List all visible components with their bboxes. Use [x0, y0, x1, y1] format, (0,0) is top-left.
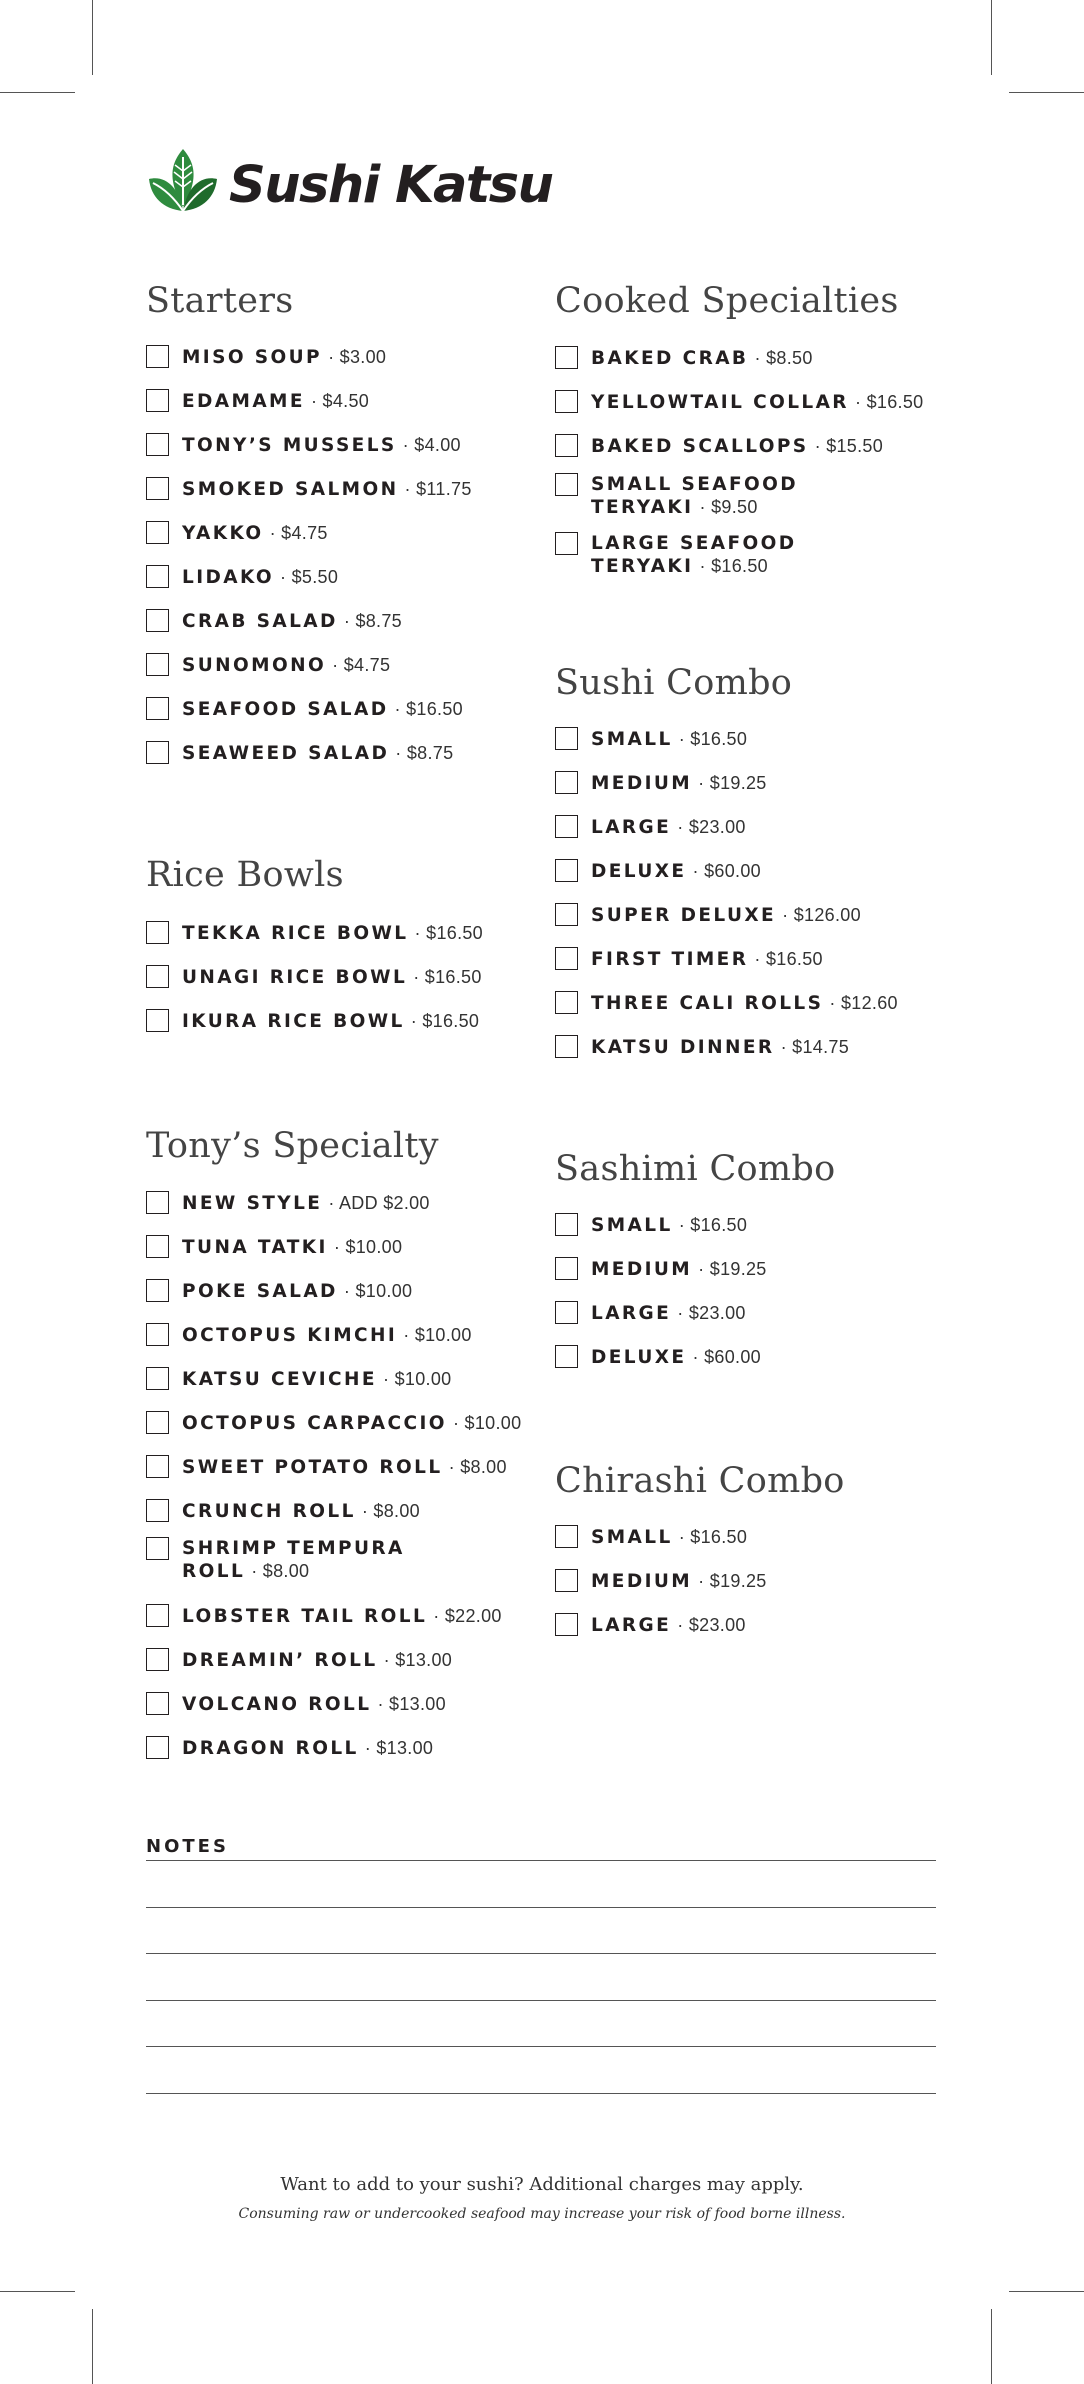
- section-rice-bowls: [146, 854, 526, 1044]
- checkbox[interactable]: [146, 653, 169, 676]
- checkbox[interactable]: [555, 346, 578, 369]
- item-name: SMALL: [591, 1215, 673, 1236]
- item-name: EDAMAME: [182, 391, 305, 412]
- item-price: · $4.75: [269, 523, 328, 543]
- item-name: OCTOPUS CARPACCIO: [182, 1413, 447, 1434]
- notes-area[interactable]: [146, 1836, 936, 1858]
- item-name: DELUXE: [591, 1347, 687, 1368]
- item-price: · $13.00: [383, 1650, 453, 1670]
- checkbox[interactable]: [555, 947, 578, 970]
- item-name-line2: ROLL: [182, 1561, 246, 1582]
- checkbox[interactable]: [146, 1648, 169, 1671]
- crop-mark: [0, 92, 75, 93]
- item-name: TONY’S MUSSELS: [182, 435, 397, 456]
- item-name: SMALL SEAFOOD: [591, 474, 798, 495]
- item-name: YELLOWTAIL COLLAR: [591, 392, 849, 413]
- item-price: · $19.25: [698, 1259, 767, 1279]
- checkbox[interactable]: [555, 1213, 578, 1236]
- item-price: · $10.00: [333, 1237, 403, 1257]
- checkbox[interactable]: [146, 921, 169, 944]
- section-sashimi-combo: [555, 1148, 955, 1368]
- checkbox[interactable]: [146, 1235, 169, 1258]
- checkbox[interactable]: [555, 1525, 578, 1548]
- checkbox[interactable]: [555, 903, 578, 926]
- section-title: Sashimi Combo: [555, 1149, 836, 1189]
- item-price: · $19.25: [698, 773, 767, 793]
- item-name: YAKKO: [182, 523, 264, 544]
- checkbox[interactable]: [146, 609, 169, 632]
- item-name: TUNA TATKI: [182, 1237, 328, 1258]
- note-line[interactable]: [146, 2000, 936, 2001]
- checkbox[interactable]: [146, 477, 169, 500]
- checkbox[interactable]: [555, 1569, 578, 1592]
- item-name: LARGE: [591, 1615, 672, 1636]
- checkbox[interactable]: [146, 697, 169, 720]
- item-price: · $9.50: [699, 497, 758, 517]
- item-price: · $16.50: [855, 392, 924, 412]
- item-price: · $3.00: [328, 347, 387, 367]
- checkbox[interactable]: [146, 565, 169, 588]
- item-price: · $5.50: [280, 567, 339, 587]
- section-cooked-specialties: [555, 280, 955, 590]
- item-name: LARGE SEAFOOD: [591, 533, 797, 554]
- item-price: · $23.00: [677, 1303, 746, 1323]
- checkbox[interactable]: [555, 1257, 578, 1280]
- item-price: · $8.00: [361, 1501, 420, 1521]
- checkbox[interactable]: [146, 1009, 169, 1032]
- item-price: · $16.50: [394, 699, 463, 719]
- item-price: · $22.00: [433, 1606, 502, 1626]
- checkbox[interactable]: [555, 390, 578, 413]
- item-name: LARGE: [591, 1303, 672, 1324]
- item-name: SMOKED SALMON: [182, 479, 399, 500]
- item-price: · $8.75: [343, 611, 402, 631]
- checkbox[interactable]: [146, 1191, 169, 1214]
- item-price: · $16.50: [414, 923, 483, 943]
- brand-logo: [143, 145, 552, 225]
- item-price: · $10.00: [403, 1325, 472, 1345]
- checkbox[interactable]: [555, 1035, 578, 1058]
- item-name: CRAB SALAD: [182, 611, 338, 632]
- checkbox[interactable]: [146, 389, 169, 412]
- item-name: LIDAKO: [182, 567, 274, 588]
- item-name: POKE SALAD: [182, 1281, 338, 1302]
- checkbox[interactable]: [555, 1345, 578, 1368]
- item-name: KATSU DINNER: [591, 1037, 775, 1058]
- section-title: Starters: [146, 281, 294, 321]
- section-title: Tony’s Specialty: [146, 1126, 439, 1166]
- food-safety-disclaimer: Consuming raw or undercooked seafood may increase your risk of food borne illness.: [238, 2206, 846, 2222]
- checkbox[interactable]: [555, 1301, 578, 1324]
- section-sushi-combo: [555, 662, 955, 1062]
- item-name: MISO SOUP: [182, 347, 323, 368]
- crop-mark: [1009, 92, 1084, 93]
- item-name: SMALL: [591, 729, 673, 750]
- item-name: FIRST TIMER: [591, 949, 749, 970]
- checkbox[interactable]: [146, 965, 169, 988]
- checkbox[interactable]: [146, 1367, 169, 1390]
- checkbox[interactable]: [146, 1279, 169, 1302]
- brand-name: Sushi Katsu: [229, 155, 553, 215]
- footer-note: Want to add to your sushi? Additional charges may apply.: [280, 2174, 804, 2195]
- checkbox[interactable]: [146, 1692, 169, 1715]
- section-tonys-specialty: [146, 1125, 536, 1765]
- item-price: · $60.00: [692, 861, 761, 881]
- checkbox[interactable]: [555, 859, 578, 882]
- item-name-line2: TERYAKI: [591, 497, 694, 518]
- item-name: SUPER DELUXE: [591, 905, 777, 926]
- checkbox[interactable]: [146, 1411, 169, 1434]
- item-name: MEDIUM: [591, 1259, 693, 1280]
- item-price: · $4.75: [332, 655, 391, 675]
- checkbox[interactable]: [555, 815, 578, 838]
- item-price: · $16.50: [678, 729, 748, 749]
- item-price: · $19.25: [698, 1571, 767, 1591]
- item-price: · $16.50: [678, 1215, 748, 1235]
- item-price: · $16.50: [678, 1527, 748, 1547]
- section-title: Rice Bowls: [146, 855, 344, 895]
- checkbox[interactable]: [555, 1613, 578, 1636]
- checkbox[interactable]: [146, 1604, 169, 1627]
- checkbox[interactable]: [146, 1455, 169, 1478]
- item-price: · $126.00: [782, 905, 861, 925]
- item-price: · $16.50: [754, 949, 823, 969]
- item-price: · $16.50: [410, 1011, 480, 1031]
- item-price: · $8.50: [754, 348, 813, 368]
- item-name: SEAFOOD SALAD: [182, 699, 389, 720]
- checkbox[interactable]: [555, 727, 578, 750]
- item-price: · $10.00: [452, 1413, 522, 1433]
- crop-mark: [92, 0, 93, 75]
- checkbox[interactable]: [146, 1736, 169, 1759]
- checkbox[interactable]: [555, 473, 578, 496]
- crop-mark: [92, 2309, 93, 2384]
- checkbox[interactable]: [146, 433, 169, 456]
- leaf-icon: [143, 145, 223, 225]
- note-line[interactable]: [146, 1860, 936, 1861]
- item-name: SHRIMP TEMPURA: [182, 1538, 405, 1559]
- note-line[interactable]: [146, 1907, 936, 1908]
- item-price: · $8.00: [251, 1561, 310, 1581]
- item-name: SUNOMONO: [182, 655, 327, 676]
- checkbox[interactable]: [555, 434, 578, 457]
- item-price: · $10.00: [343, 1281, 413, 1301]
- item-name: LARGE: [591, 817, 672, 838]
- crop-mark: [991, 0, 992, 75]
- item-name: IKURA RICE BOWL: [182, 1011, 405, 1032]
- section-chirashi-combo: [555, 1460, 955, 1650]
- checkbox[interactable]: [146, 1323, 169, 1346]
- item-price: · $8.75: [395, 743, 454, 763]
- item-price: · ADD $2.00: [328, 1193, 430, 1213]
- item-name: SEAWEED SALAD: [182, 743, 390, 764]
- checkbox[interactable]: [146, 741, 169, 764]
- item-name: DREAMIN’ ROLL: [182, 1650, 378, 1671]
- item-name: DELUXE: [591, 861, 687, 882]
- item-name: OCTOPUS KIMCHI: [182, 1325, 398, 1346]
- section-starters: [146, 280, 526, 780]
- section-title: Chirashi Combo: [555, 1461, 845, 1501]
- item-price: · $12.60: [829, 993, 898, 1013]
- item-price: · $8.00: [448, 1457, 507, 1477]
- item-name: MEDIUM: [591, 773, 693, 794]
- item-price: · $23.00: [677, 817, 746, 837]
- item-name: MEDIUM: [591, 1571, 693, 1592]
- checkbox[interactable]: [146, 521, 169, 544]
- item-name-line2: TERYAKI: [591, 556, 694, 577]
- item-name: BAKED SCALLOPS: [591, 436, 809, 457]
- item-name: DRAGON ROLL: [182, 1738, 359, 1759]
- checkbox[interactable]: [146, 1537, 169, 1560]
- item-price: · $14.75: [780, 1037, 850, 1057]
- item-name: CRUNCH ROLL: [182, 1501, 356, 1522]
- checkbox[interactable]: [555, 532, 578, 555]
- item-name: SMALL: [591, 1527, 673, 1548]
- item-name: SWEET POTATO ROLL: [182, 1457, 443, 1478]
- item-name: UNAGI RICE BOWL: [182, 967, 408, 988]
- item-price: · $16.50: [699, 556, 768, 576]
- crop-mark: [991, 2309, 992, 2384]
- item-name: VOLCANO ROLL: [182, 1694, 372, 1715]
- item-name: BAKED CRAB: [591, 348, 749, 369]
- checkbox[interactable]: [555, 771, 578, 794]
- crop-mark: [0, 2291, 75, 2292]
- item-name: THREE CALI ROLLS: [591, 993, 824, 1014]
- item-price: · $23.00: [677, 1615, 746, 1635]
- note-line[interactable]: [146, 1953, 936, 1954]
- checkbox[interactable]: [146, 1499, 169, 1522]
- note-line[interactable]: [146, 2093, 936, 2094]
- checkbox[interactable]: [146, 345, 169, 368]
- item-name: TEKKA RICE BOWL: [182, 923, 409, 944]
- checkbox[interactable]: [555, 991, 578, 1014]
- note-line[interactable]: [146, 2046, 936, 2047]
- item-name: KATSU CEVICHE: [182, 1369, 377, 1390]
- notes-label: NOTES: [146, 1836, 229, 1857]
- item-price: · $15.50: [814, 436, 884, 456]
- item-price: · $11.75: [404, 479, 472, 499]
- item-name: NEW STYLE: [182, 1193, 323, 1214]
- item-price: · $60.00: [692, 1347, 761, 1367]
- item-price: · $13.00: [364, 1738, 434, 1758]
- section-title: Cooked Specialties: [555, 281, 899, 321]
- item-price: · $13.00: [377, 1694, 446, 1714]
- item-price: · $16.50: [413, 967, 482, 987]
- crop-mark: [1009, 2291, 1084, 2292]
- item-name: LOBSTER TAIL ROLL: [182, 1606, 428, 1627]
- item-price: · $4.00: [402, 435, 461, 455]
- item-price: · $4.50: [310, 391, 370, 411]
- item-price: · $10.00: [382, 1369, 452, 1389]
- section-title: Sushi Combo: [555, 663, 793, 703]
